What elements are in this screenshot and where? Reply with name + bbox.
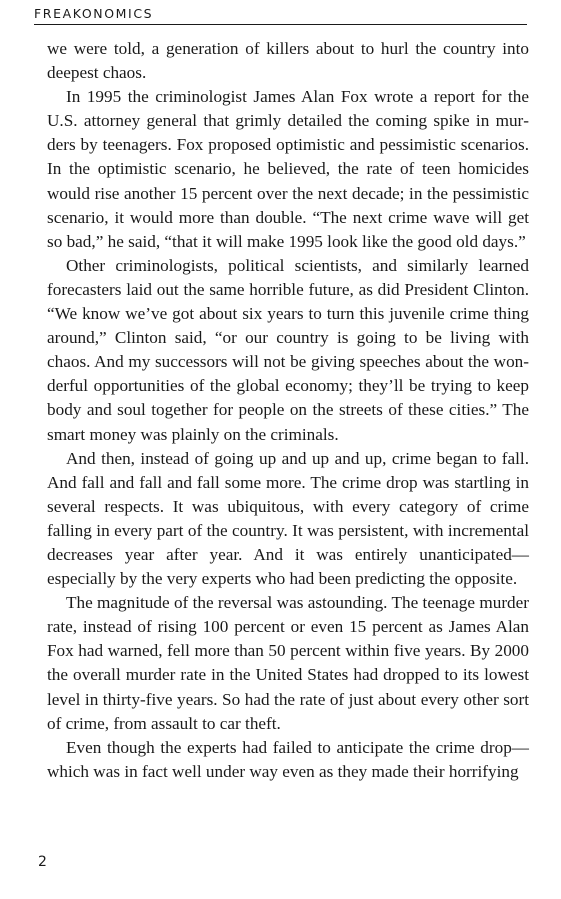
paragraph-6: Even though the experts had failed to anticipate the crime drop—which was in fact well under way even as they made their horrifying [47,737,529,781]
body-text [47,37,529,784]
running-head: FREAKONOMICS [34,6,154,21]
paragraph-3: Other criminologists, political scientists, and similarly learned forecasters laid out the same horrible future, as did President Clinton. “We know we’ve got about six years to turn this juvenile crime thing around,” Clinton said, “or our country is going to be living with chaos. And my successors will not be giving speeches about the wonderful opportunities of the global economy; they’ll be trying to keep body and soul together for people on the streets of these cities.” The smart money was plainly on the criminals. [47,255,529,444]
paragraph-4: And then, instead of going up and up and up, crime began to fall. And fall and fall and fall some more. The crime drop was startling in several respects. It was ubiquitous, with every category of crime falling in every part of the country. It was persistent, with incremental decreases year after year. And it was entirely unanticipated—especially by the very experts who had been predicting the opposite. [47,448,529,589]
header-rule [34,24,527,25]
paragraph-5: The magnitude of the reversal was astounding. The teenage murder rate, instead of rising 100 percent or even 15 percent as James Alan Fox had warned, fell more than 50 percent within five years. By 2000 the overall murder rate in the United States had dropped to its lowest level in thirty-five years. So had the rate of just about every other sort of crime, from assault to car theft. [47,593,529,733]
page-number: 2 [38,854,47,870]
paragraph-2: In 1995 the criminologist James Alan Fox wrote a report for the U.S. attorney general that grimly detailed the coming spike in murders by teenagers. Fox proposed optimistic and pessimistic scenarios. In the optimistic scenario, he believed, the rate of teen homicides would rise another 15 percent over the next decade; in the pessimistic scenario, it would more than double. “The next crime wave will get so bad,” he said, “that it will make 1995 look like the good old days.” [47,87,529,251]
paragraph-1: we were told, a generation of killers about to hurl the country into deepest chaos. [47,39,529,83]
